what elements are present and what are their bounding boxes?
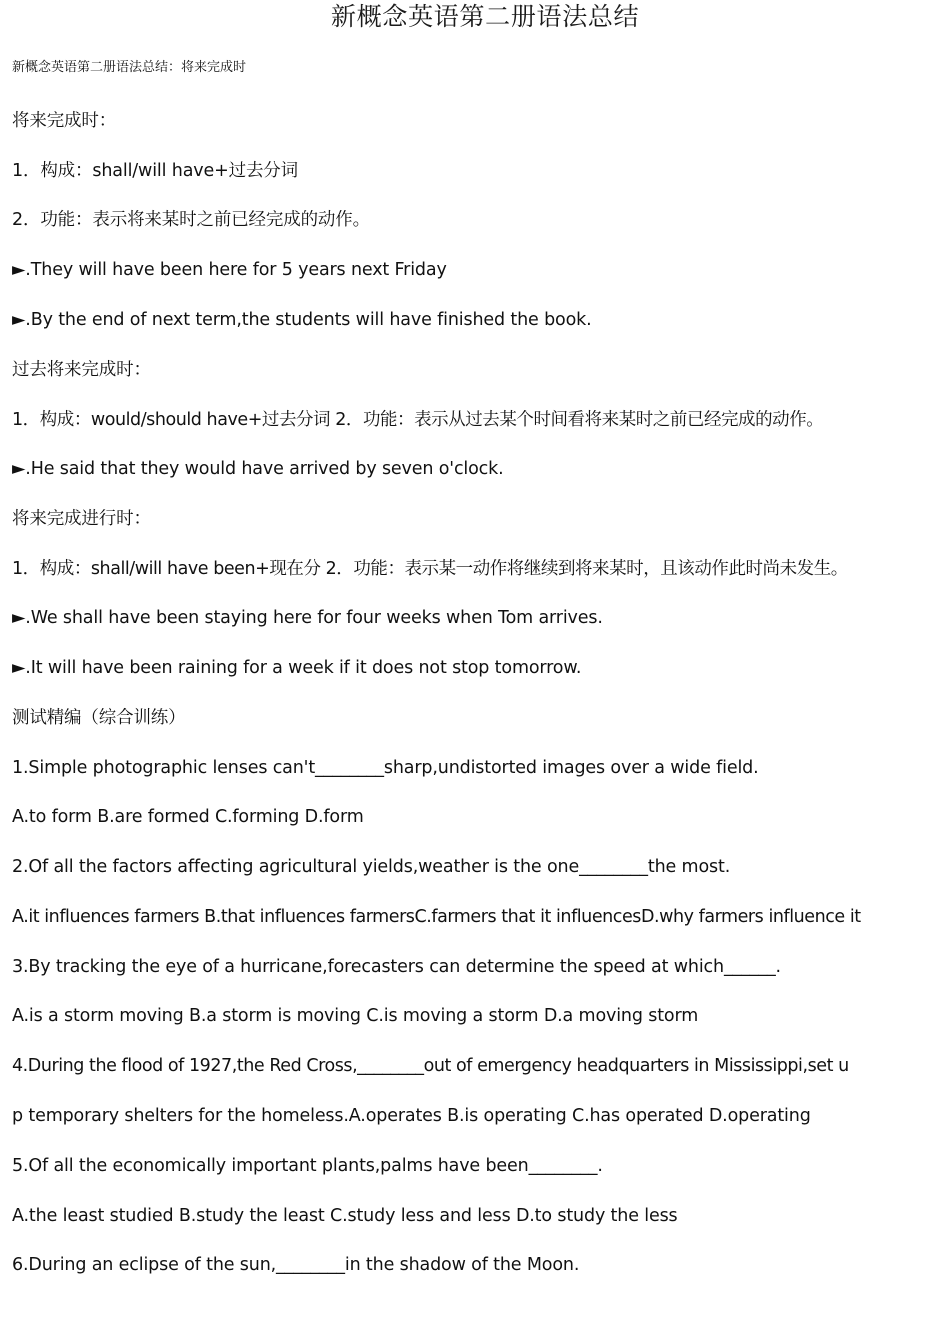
- example-sentence: ►.They will have been here for 5 years next Friday: [12, 260, 447, 280]
- example-sentence: ►.He said that they would have arrived by seven o'clock.: [12, 459, 504, 479]
- section-heading-future-perfect: 将来完成时：: [12, 111, 117, 131]
- section-heading-exercises: 测试精编（综合训练）: [12, 708, 186, 728]
- answer-options: A.it influences farmers B.that influences farmersC.farmers that it influencesD.why farmers influence it: [12, 907, 861, 927]
- example-sentence: ►.It will have been raining for a week if it does not stop tomorrow.: [12, 658, 582, 678]
- question-line: p temporary shelters for the homeless.A.operates B.is operating C.has operated D.operating: [12, 1106, 811, 1126]
- question-line: 1.Simple photographic lenses can't________sharp,undistorted images over a wide field.: [12, 758, 759, 778]
- example-sentence: ►.By the end of next term,the students will have finished the book.: [12, 310, 592, 330]
- paragraph-line: 1．构成：would/should have+过去分词 2．功能：表示从过去某个时间看将来某时之前已经完成的动作。: [12, 410, 824, 430]
- section-heading-future-perfect-continuous: 将来完成进行时：: [12, 509, 151, 529]
- question-line: 4.During the flood of 1927,the Red Cross,________out of emergency headquarters in Mississippi,set u: [12, 1056, 849, 1076]
- answer-options: A.the least studied B.study the least C.study less and less D.to study the less: [12, 1206, 678, 1226]
- question-line: 3.By tracking the eye of a hurricane,forecasters can determine the speed at which______.: [12, 957, 781, 977]
- paragraph-line: 1．构成：shall/will have been+现在分 2．功能：表示某一动作将继续到将来某时，且该动作此时尚未发生。: [12, 559, 848, 579]
- example-sentence: ►.We shall have been staying here for four weeks when Tom arrives.: [12, 608, 603, 628]
- page-subtitle: 新概念英语第二册语法总结：将来完成时: [12, 60, 247, 75]
- paragraph-line: 1．构成：shall/will have+过去分词: [12, 161, 298, 181]
- section-heading-past-future-perfect: 过去将来完成时：: [12, 360, 151, 380]
- answer-options: A.to form B.are formed C.forming D.form: [12, 807, 364, 827]
- paragraph-line: 2．功能：表示将来某时之前已经完成的动作。: [12, 210, 370, 230]
- page-title: 新概念英语第二册语法总结: [330, 2, 640, 31]
- answer-options: A.is a storm moving B.a storm is moving C.is moving a storm D.a moving storm: [12, 1006, 699, 1026]
- question-line: 2.Of all the factors affecting agricultural yields,weather is the one________the most.: [12, 857, 731, 877]
- question-line: 6.During an eclipse of the sun,________in the shadow of the Moon.: [12, 1255, 580, 1275]
- question-line: 5.Of all the economically important plants,palms have been________.: [12, 1156, 603, 1176]
